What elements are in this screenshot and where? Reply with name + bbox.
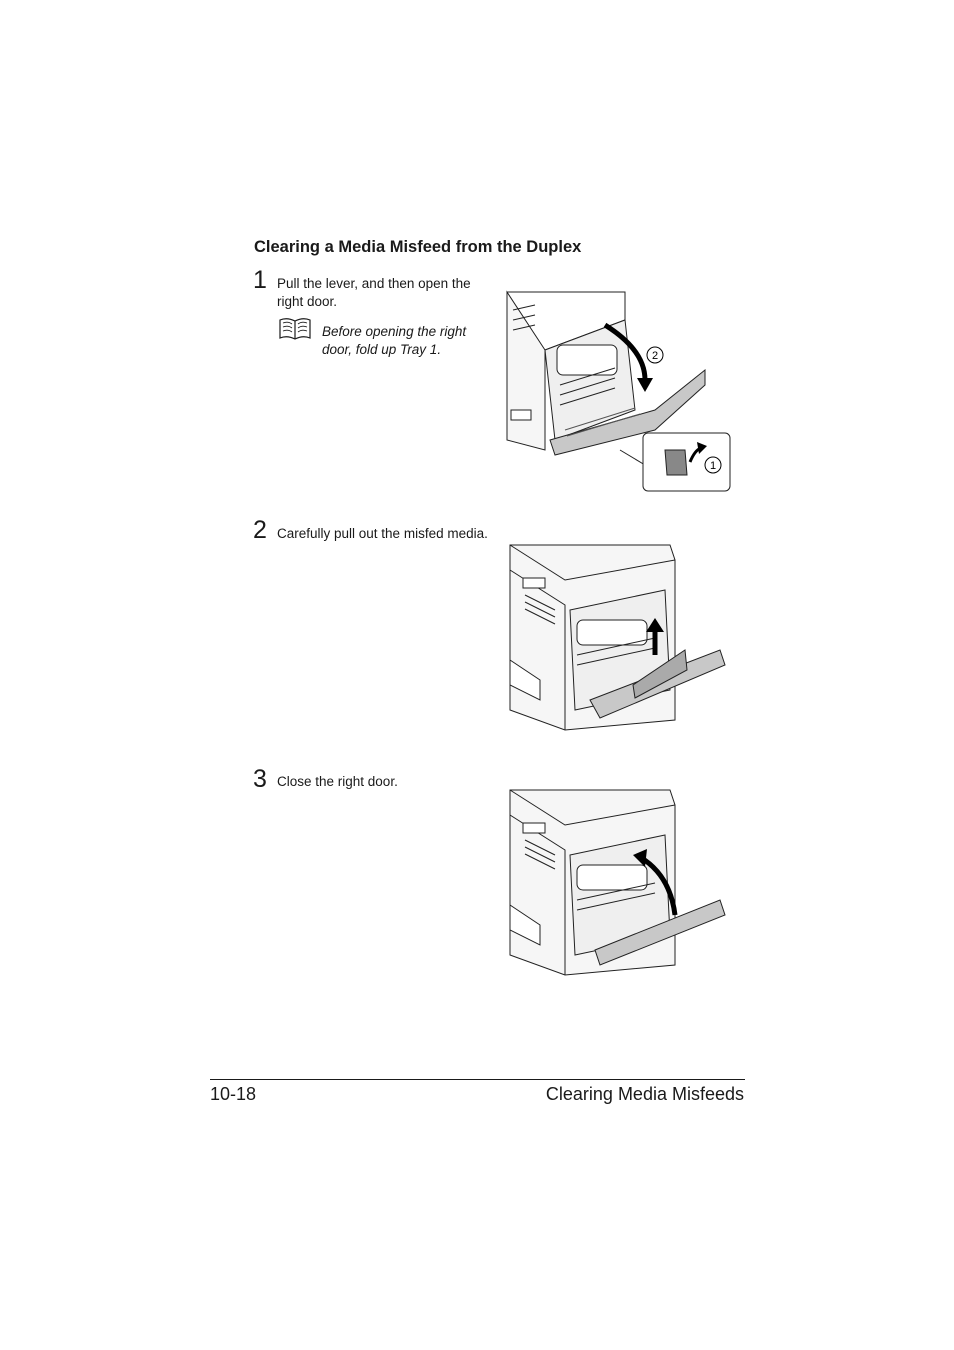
step-1-text: Pull the lever, and then open the right door. <box>277 276 471 309</box>
callout-door: 2 <box>651 350 659 362</box>
printer-close-door-illustration <box>505 785 730 980</box>
page-number: 10-18 <box>210 1084 257 1104</box>
step-2-number: 2 <box>253 516 267 544</box>
step-2-text: Carefully pull out the misfed media. <box>277 526 488 541</box>
step-3-text: Close the right door. <box>277 774 398 789</box>
open-book-icon <box>279 317 311 341</box>
note-text: Before opening the right door, fold up Tray 1. <box>322 324 467 357</box>
printer-open-door-illustration <box>505 290 735 495</box>
footer-divider <box>210 1079 745 1080</box>
printer-remove-media-illustration <box>505 540 730 735</box>
callout-lever: 1 <box>709 460 717 472</box>
footer-section-title: Clearing Media Misfeeds <box>545 1084 744 1104</box>
step-3-number: 3 <box>253 765 267 793</box>
section-heading: Clearing a Media Misfeed from the Duplex <box>254 238 582 256</box>
step-1-number: 1 <box>253 266 267 294</box>
